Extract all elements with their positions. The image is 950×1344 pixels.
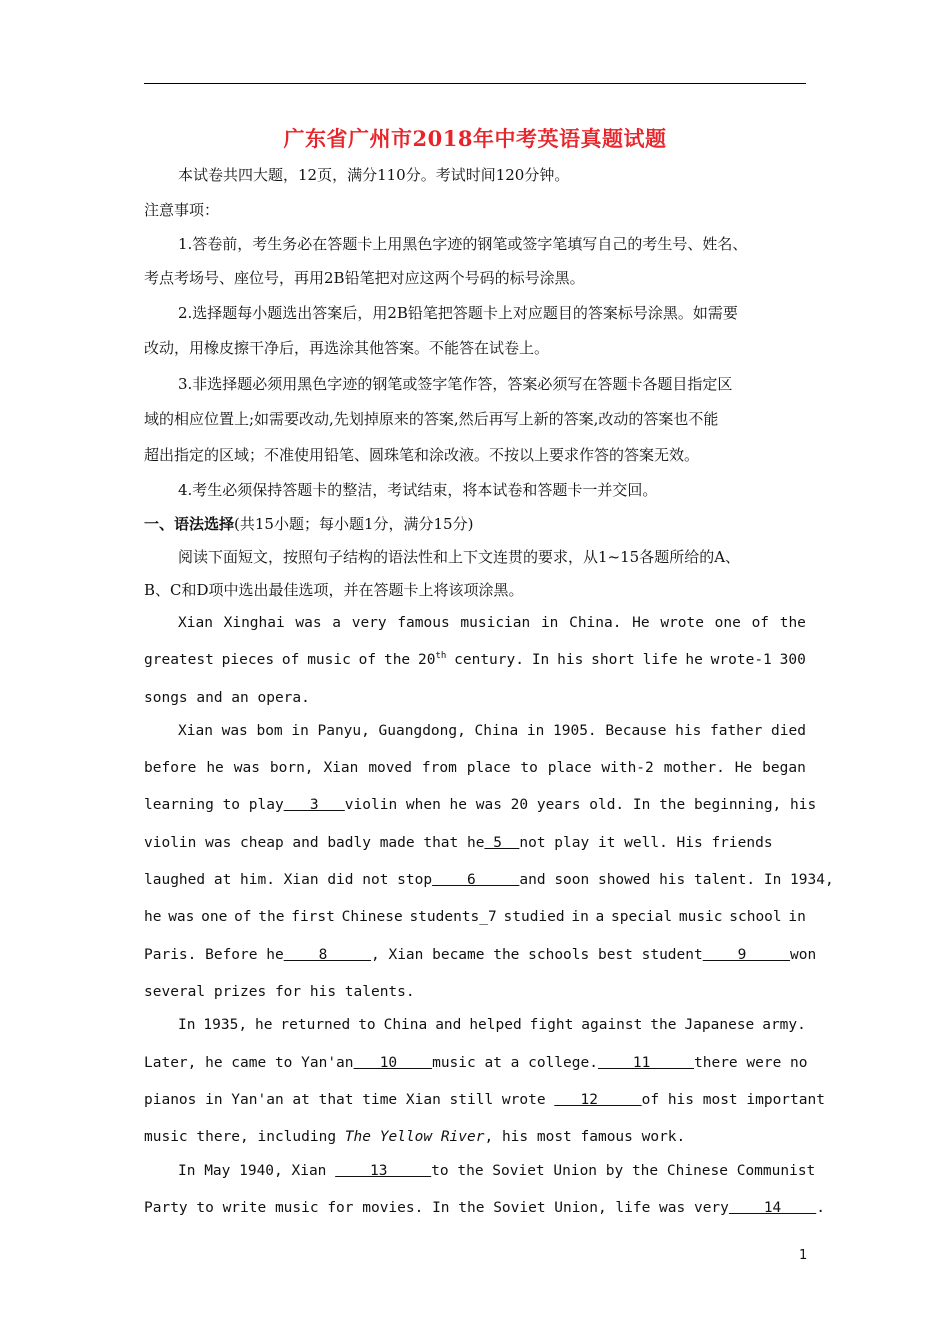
word: against	[581, 1017, 643, 1033]
word: was	[168, 909, 195, 925]
passage-p4-line-1	[178, 1161, 815, 1181]
word: 1905.	[553, 723, 597, 739]
p2-l7-text-a: Paris. Before he	[144, 947, 284, 963]
word: bom	[256, 723, 283, 739]
passage-p2-line-2	[144, 758, 806, 778]
page-title: 广东省广州市2018年中考英语真题试题	[283, 126, 667, 151]
p2-l5-text-a: laughed at him. Xian did not stop	[144, 872, 433, 888]
word: first	[291, 909, 335, 925]
word: one	[201, 909, 228, 925]
word: of	[234, 909, 252, 925]
blank-3: 3	[283, 797, 345, 813]
page-number: 1	[799, 1248, 808, 1263]
word: of	[751, 615, 770, 631]
note-3-line-3: 超出指定的区域；不准使用铅笔、圆珠笔和涂改液。不按以上要求作答的答案无效。	[144, 446, 700, 464]
word: in	[291, 723, 309, 739]
p2-l4-text-b: not play it well. His friends	[519, 835, 773, 851]
word: his	[557, 652, 584, 668]
word: born,	[269, 760, 314, 776]
word: Guangdong,	[378, 723, 466, 739]
word: students_7	[409, 909, 497, 925]
word: school	[729, 909, 782, 925]
passage-p1-line-2	[144, 650, 806, 670]
note-2-line-2: 改动，用橡皮擦干净后，再选涂其他答案。不能答在试卷上。	[144, 339, 550, 357]
p4-l1-text-b: to the Soviet Union by the Chinese Communist	[431, 1163, 816, 1179]
note-1-line-1: 1.答卷前，考生务必在答题卡上用黑色字迹的钢笔或签字笔填写自己的考生号、姓名、	[178, 235, 748, 253]
p2-l3-text-a: learning to play	[144, 797, 284, 813]
passage-p3-line-4	[144, 1127, 685, 1147]
word: special	[611, 909, 673, 925]
word: was	[233, 760, 260, 776]
word: In	[531, 652, 550, 668]
p3-l3-text-a: pianos in Yan'an at that time Xian still wrote	[144, 1092, 546, 1108]
word: he	[144, 909, 162, 925]
song-title: The Yellow River	[344, 1129, 485, 1145]
word: China	[474, 723, 519, 739]
word: one	[714, 615, 741, 631]
p4-l2-text-a: Party to write music for movies. In the Soviet Union, life was very	[144, 1200, 729, 1216]
word: before	[144, 760, 197, 776]
word: Chinese	[341, 909, 403, 925]
word: Panyu,	[317, 723, 370, 739]
p2-l5-text-b: and soon showed his talent. In 1934,	[519, 872, 834, 888]
word: famous	[397, 615, 450, 631]
blank-11: 11	[597, 1055, 694, 1071]
word: a	[332, 615, 342, 631]
passage-p2-line-3	[144, 795, 816, 815]
p2-l7-text-c: won	[790, 947, 817, 963]
word: the	[779, 615, 806, 631]
word: mother.	[663, 760, 725, 776]
word: short	[591, 652, 635, 668]
section-1-info: (共15小题；每小题1分，满分15分)	[234, 515, 474, 533]
blank-14: 14	[728, 1200, 817, 1216]
word: the	[258, 909, 285, 925]
word: music	[678, 909, 723, 925]
note-3-line-1: 3.非选择题必须用黑色字迹的钢笔或签字笔作答，答案必须写在答题卡各题目指定区	[178, 375, 733, 393]
word: the	[650, 1017, 677, 1033]
word: wrote-1	[710, 652, 772, 668]
word: Xian	[178, 723, 213, 739]
p3-l2-text-b: music at a college.	[432, 1055, 598, 1071]
blank-9: 9	[702, 947, 791, 963]
p4-l2-text-b: .	[816, 1200, 825, 1216]
word: a	[595, 909, 605, 925]
p1-l2-ordinal	[418, 650, 446, 670]
word: century.	[454, 652, 524, 668]
word: of	[281, 652, 300, 668]
word: fight	[529, 1017, 574, 1033]
passage-p2-line-6	[144, 907, 806, 927]
passage-p2-line-1	[178, 721, 806, 741]
word: he	[255, 1017, 273, 1033]
header-rule	[144, 83, 806, 84]
passage-p2-line-4	[144, 833, 773, 853]
word: moved	[368, 760, 412, 776]
word: musician	[460, 615, 531, 631]
blank-13: 13	[335, 1163, 432, 1179]
word: and	[435, 1017, 462, 1033]
p3-l4-text-a: music there, including	[144, 1129, 337, 1145]
passage-p3-line-2	[144, 1053, 808, 1073]
note-4: 4.考生必须保持答题卡的整洁，考试结束，将本试卷和答题卡一并交回。	[178, 481, 658, 499]
word: in	[788, 909, 806, 925]
blank-6: 6	[432, 872, 520, 888]
p3-l2-text-a: Later, he came to Yan'an	[144, 1055, 354, 1071]
blank-10: 10	[353, 1055, 433, 1071]
word: greatest	[144, 652, 214, 668]
word: returned	[280, 1017, 351, 1033]
word: life	[642, 652, 678, 668]
word: He	[632, 615, 650, 631]
word: to	[520, 760, 538, 776]
word: wrote	[660, 615, 704, 631]
word: pieces	[221, 652, 275, 668]
word: helped	[469, 1017, 522, 1033]
word: to	[358, 1017, 376, 1033]
word: Xian	[323, 760, 359, 776]
passage-p3-line-3	[144, 1090, 825, 1110]
word: Because	[605, 723, 667, 739]
note-2-line-1: 2.选择题每小题选出答案后，用2B铅笔把答题卡上对应题目的答案标号涂黑。如需要	[178, 304, 738, 322]
passage-p3-line-1	[178, 1015, 806, 1035]
p3-l2-text-c: there were no	[694, 1055, 808, 1071]
word: in	[526, 723, 545, 739]
word: from	[421, 760, 457, 776]
p3-l4-text-b: , his most famous work.	[484, 1129, 686, 1145]
word: Xinghai	[223, 615, 285, 631]
passage-p1-line-3: songs and an opera.	[144, 690, 310, 706]
blank-8: 8	[283, 947, 371, 963]
note-3-line-2: 域的相应位置上;如需要改动,先划掉原来的答案,然后再写上新的答案,改动的答案也不能	[144, 410, 719, 428]
word: in	[571, 909, 589, 925]
word: was	[221, 723, 248, 739]
blank-12: 12	[554, 1092, 642, 1108]
word: with-2	[601, 760, 654, 776]
word: of	[358, 652, 377, 668]
word: he	[685, 652, 703, 668]
word: in	[540, 615, 559, 631]
word: 300	[779, 652, 806, 668]
word: died	[771, 723, 806, 739]
word: Japanese	[684, 1017, 755, 1033]
notes-heading: 注意事项：	[144, 201, 220, 219]
note-1-line-2: 考点考场号、座位号，再用2B铅笔把对应这两个号码的标号涂黑。	[144, 269, 585, 287]
instructions-line-2: B、C和D项中选出最佳选项，并在答题卡上将该项涂黑。	[144, 581, 524, 599]
p2-l3-text-b: violin when he was 20 years old. In the beginning, his	[344, 797, 817, 813]
word: army.	[762, 1017, 806, 1033]
word: 1935,	[203, 1017, 248, 1033]
word: he	[206, 760, 224, 776]
word: the	[383, 652, 411, 668]
intro-text: 本试卷共四大题，12页，满分110分。考试时间120分钟。	[178, 166, 570, 184]
p2-l4-text-a: violin was cheap and badly made that he	[144, 835, 485, 851]
p1-l2-superscript: th	[435, 651, 447, 662]
p3-l3-text-b: of his most important	[641, 1092, 825, 1108]
word: Xian	[178, 615, 213, 631]
p4-l1-text-a: In May 1940, Xian	[178, 1163, 327, 1179]
word: In	[178, 1017, 196, 1033]
word: place	[547, 760, 592, 776]
blank-5: 5	[484, 835, 520, 851]
passage-p2-line-8: several prizes for his talents.	[144, 984, 415, 1000]
section-1-heading: 一、语法选择	[144, 515, 235, 533]
p1-l2-number: 20	[418, 652, 436, 668]
word: father	[709, 723, 763, 739]
word: began	[762, 760, 806, 776]
word: China.	[569, 615, 622, 631]
section-1-header	[144, 514, 473, 534]
word: China	[383, 1017, 428, 1033]
word: music	[307, 652, 351, 668]
word: studied	[503, 909, 565, 925]
word: was	[295, 615, 322, 631]
word: He	[734, 760, 753, 776]
p2-l7-text-b: , Xian became the schools best student	[371, 947, 703, 963]
passage-p1-line-1	[178, 613, 806, 633]
passage-p2-line-7	[144, 945, 816, 965]
instructions-line-1: 阅读下面短文，按照句子结构的语法性和上下文连贯的要求，从1~15各题所给的A、	[178, 548, 741, 566]
word: his	[675, 723, 702, 739]
word: place	[466, 760, 511, 776]
passage-p2-line-5	[144, 870, 834, 890]
word: very	[351, 615, 387, 631]
passage-p4-line-2	[144, 1198, 825, 1218]
